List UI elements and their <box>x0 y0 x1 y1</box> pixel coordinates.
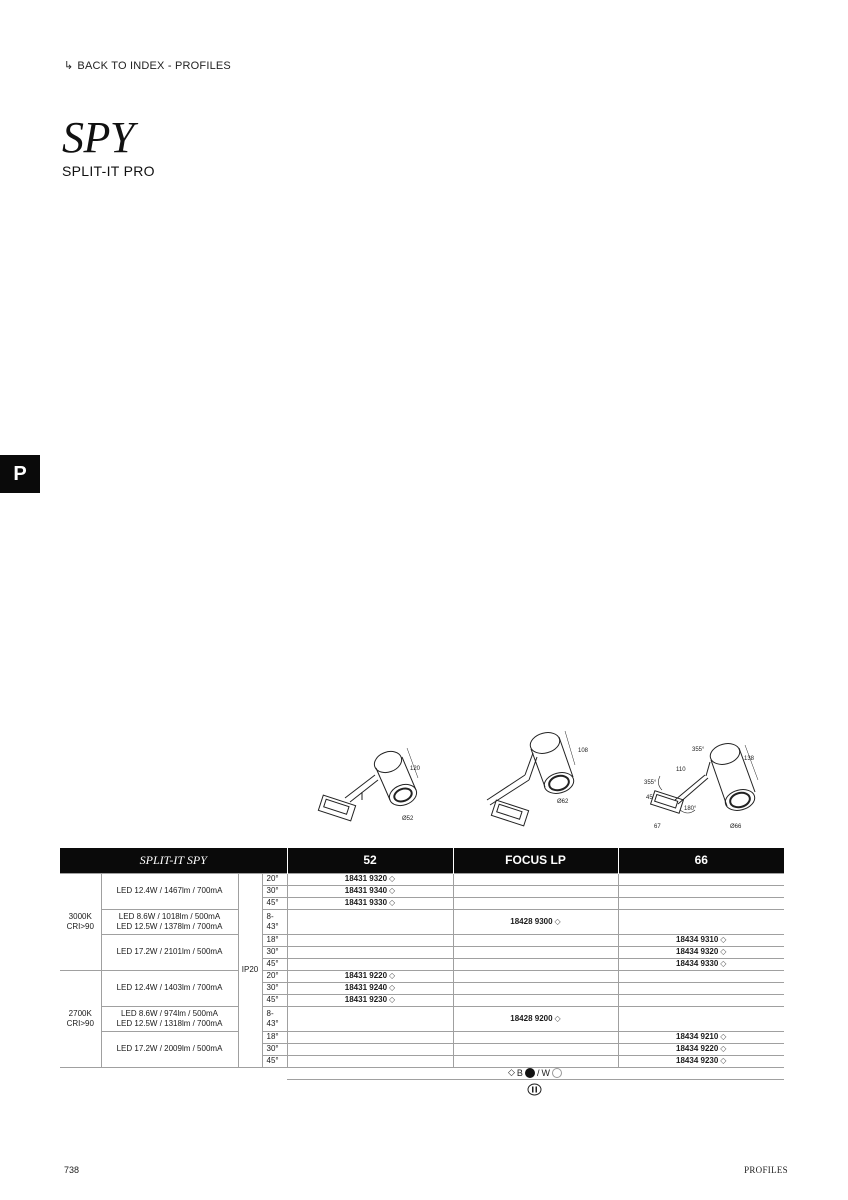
empty-code-cell <box>287 934 453 946</box>
beam-angle-cell: 45° <box>262 1055 287 1067</box>
product-focus-diameter: Ø62 <box>557 799 569 805</box>
empty-code-cell <box>453 946 618 958</box>
product-code: 18428 9200 <box>510 1013 553 1023</box>
product-code-cell <box>287 873 453 885</box>
table-row <box>60 909 784 934</box>
beam-angle-cell: 8-43° <box>262 1006 287 1031</box>
header-col-focus-lp: FOCUS LP <box>453 848 618 873</box>
finish-options <box>508 1067 562 1078</box>
led-spec-cell: LED 8.6W / 974lm / 500mA LED 12.5W / 1318lm / 700mA <box>101 1006 238 1031</box>
table-header-row <box>60 848 784 873</box>
empty-code-cell <box>453 982 618 994</box>
table-row <box>60 873 784 885</box>
empty-code-cell <box>453 873 618 885</box>
table-row <box>60 934 784 946</box>
finish-diamond-icon: ◇ <box>554 916 561 926</box>
product-code: 18431 9220 <box>344 971 388 980</box>
finish-diamond-icon: ◇ <box>389 886 396 895</box>
beam-angle-cell: 45° <box>262 958 287 970</box>
beam-angle-cell: 45° <box>262 897 287 909</box>
finish-diamond-icon: ◇ <box>720 1032 727 1041</box>
product-code: 18431 9320 <box>344 874 388 883</box>
empty-code-cell <box>287 946 453 958</box>
product-66-tilt-small: 45 <box>646 795 653 801</box>
product-code-cell <box>287 994 453 1006</box>
empty-code-cell <box>453 934 618 946</box>
finish-diamond-icon: ◇ <box>389 995 396 1004</box>
finish-diamond-icon: ◇ <box>508 1067 515 1077</box>
beam-angle-cell: 20° <box>262 970 287 982</box>
empty-code-cell <box>287 958 453 970</box>
finish-diamond-icon: ◇ <box>720 959 727 968</box>
track-adapter-icon <box>651 791 684 814</box>
product-code-cell <box>618 1043 784 1055</box>
header-series: SPLIT-IT SPY <box>60 848 287 873</box>
black-finish-swatch <box>525 1068 535 1078</box>
product-66-depth: 67 <box>654 824 661 830</box>
beam-angle-cell: 18° <box>262 934 287 946</box>
header-col-66: 66 <box>618 848 784 873</box>
table-row <box>60 1031 784 1043</box>
product-code: 18434 9320 <box>676 947 719 956</box>
empty-code-cell <box>618 970 784 982</box>
return-arrow-icon: ↳ <box>64 60 74 72</box>
product-code: 18428 9300 <box>510 916 553 926</box>
led-spec-cell: LED 17.2W / 2009lm / 500mA <box>101 1031 238 1067</box>
led-spec-cell: LED 12.4W / 1467lm / 700mA <box>101 873 238 909</box>
cct-cell: 2700K CRI>90 <box>60 970 101 1067</box>
product-66-rotation-2: 355° <box>644 780 657 786</box>
product-66-height: 138 <box>744 756 755 762</box>
beam-angle-cell: 20° <box>262 873 287 885</box>
finish-divider <box>287 1079 784 1080</box>
product-66-diameter: Ø66 <box>730 824 742 830</box>
empty-code-cell <box>453 897 618 909</box>
empty-code-cell <box>618 994 784 1006</box>
section-tab-letter: P <box>13 462 27 485</box>
product-code-cell <box>618 1055 784 1067</box>
back-to-index-link[interactable] <box>64 59 231 72</box>
product-code-cell <box>618 958 784 970</box>
product-code: 18434 9330 <box>676 959 719 968</box>
beam-angle-cell: 30° <box>262 946 287 958</box>
finish-diamond-icon: ◇ <box>720 1056 727 1065</box>
empty-code-cell <box>453 1055 618 1067</box>
beam-angle-cell: 30° <box>262 1043 287 1055</box>
product-code: 18434 9310 <box>676 935 719 944</box>
section-tab-p[interactable] <box>0 455 40 493</box>
product-code-cell <box>453 909 618 934</box>
page-number: 738 <box>64 1165 80 1175</box>
finish-black-label: B <box>516 1067 523 1078</box>
empty-code-cell <box>287 1055 453 1067</box>
back-link-label: BACK TO INDEX - PROFILES <box>77 59 231 72</box>
product-52-diameter: Ø52 <box>402 816 414 822</box>
finish-diamond-icon: ◇ <box>389 874 396 883</box>
finish-diamond-icon: ◇ <box>720 935 727 944</box>
product-code-cell <box>618 1031 784 1043</box>
empty-code-cell <box>618 1006 784 1031</box>
product-code: 18431 9240 <box>344 983 388 992</box>
product-66-tilt: 180° <box>684 806 697 812</box>
beam-angle-cell: 8-43° <box>262 909 287 934</box>
product-code-cell <box>287 885 453 897</box>
product-focus-height: 108 <box>578 748 589 754</box>
driver-symbol-icon <box>527 1083 542 1096</box>
led-spec-cell: LED 12.4W / 1403lm / 700mA <box>101 970 238 1006</box>
table-row <box>60 1006 784 1031</box>
product-code: 18431 9230 <box>344 995 388 1004</box>
white-finish-swatch <box>552 1068 562 1078</box>
product-code-cell <box>618 946 784 958</box>
product-code-cell <box>287 970 453 982</box>
empty-code-cell <box>618 897 784 909</box>
led-spec-cell: LED 8.6W / 1018lm / 500mA LED 12.5W / 1378lm / 700mA <box>101 909 238 934</box>
empty-code-cell <box>618 909 784 934</box>
product-drawing-52 <box>310 740 435 830</box>
track-adapter-icon <box>318 795 355 821</box>
empty-code-cell <box>287 1006 453 1031</box>
table-row <box>60 970 784 982</box>
empty-code-cell <box>618 885 784 897</box>
finish-diamond-icon: ◇ <box>389 971 396 980</box>
page-subtitle: SPLIT-IT PRO <box>62 163 155 179</box>
empty-code-cell <box>453 970 618 982</box>
product-code: 18431 9340 <box>344 886 388 895</box>
product-code-cell <box>618 934 784 946</box>
product-66-rotation: 355° <box>692 747 705 753</box>
empty-code-cell <box>618 873 784 885</box>
product-code-cell <box>453 1006 618 1031</box>
product-code-cell <box>287 982 453 994</box>
finish-diamond-icon: ◇ <box>720 947 727 956</box>
product-code: 18434 9230 <box>676 1056 719 1065</box>
section-name: PROFILES <box>744 1165 788 1175</box>
empty-code-cell <box>453 885 618 897</box>
track-adapter-icon <box>491 800 528 826</box>
header-col-52: 52 <box>287 848 453 873</box>
finish-diamond-icon: ◇ <box>389 898 396 907</box>
finish-diamond-icon: ◇ <box>389 983 396 992</box>
product-52-height: 120 <box>410 766 421 772</box>
cct-cell: 3000K CRI>90 <box>60 873 101 970</box>
product-66-width: 110 <box>676 767 686 773</box>
finish-white-label: W <box>541 1067 550 1078</box>
empty-code-cell <box>287 1031 453 1043</box>
product-code: 18431 9330 <box>344 898 388 907</box>
beam-angle-cell: 30° <box>262 982 287 994</box>
product-drawing-66 <box>640 740 770 835</box>
page-title: SPY <box>62 113 134 162</box>
empty-code-cell <box>453 1043 618 1055</box>
ip-rating-cell: IP20 <box>238 873 262 1067</box>
empty-code-cell <box>618 982 784 994</box>
beam-angle-cell: 18° <box>262 1031 287 1043</box>
finish-diamond-icon: ◇ <box>720 1044 727 1053</box>
empty-code-cell <box>453 1031 618 1043</box>
empty-code-cell <box>453 994 618 1006</box>
product-drawing-focus-lp <box>475 725 600 835</box>
product-code: 18434 9210 <box>676 1032 719 1041</box>
beam-angle-cell: 30° <box>262 885 287 897</box>
led-spec-cell: LED 17.2W / 2101lm / 500mA <box>101 934 238 970</box>
product-code-cell <box>287 897 453 909</box>
spec-table <box>60 848 784 1068</box>
empty-code-cell <box>287 909 453 934</box>
product-code: 18434 9220 <box>676 1044 719 1053</box>
empty-code-cell <box>287 1043 453 1055</box>
finish-separator: / <box>536 1067 540 1078</box>
beam-angle-cell: 45° <box>262 994 287 1006</box>
finish-diamond-icon: ◇ <box>554 1013 561 1023</box>
empty-code-cell <box>453 958 618 970</box>
